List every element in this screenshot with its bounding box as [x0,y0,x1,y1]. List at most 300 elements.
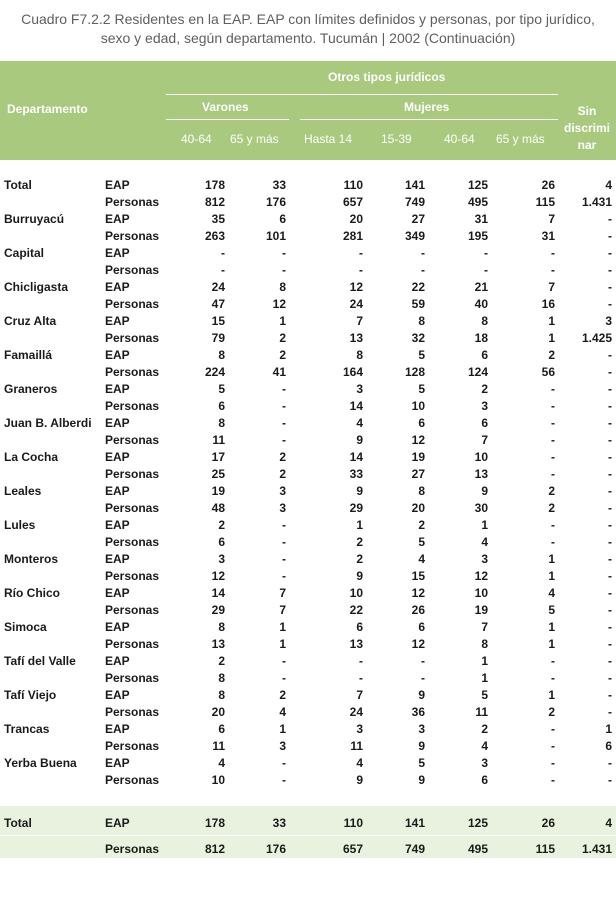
value-cell: - [221,263,225,277]
value-cell: 9 [356,773,363,787]
value-cell: 10 [211,773,225,787]
value-cell: - [551,518,555,532]
value-cell: 56 [541,365,555,379]
row-kind-eap: EAP [105,416,130,430]
value-cell: 12 [474,569,488,583]
value-cell: 6 [218,399,225,413]
row-kind-personas: Personas [105,365,160,379]
value-cell: 7 [481,620,488,634]
value-cell: 31 [541,229,555,243]
table-row [0,738,616,755]
value-cell: 1 [548,331,555,345]
value-cell: 15 [411,569,425,583]
row-kind-eap: EAP [105,586,130,600]
value-cell: - [282,382,286,396]
value-cell: - [359,246,363,260]
table-row [0,517,616,534]
title-line-2: sexo y edad, según departamento. Tucumán | 2002 (Continuación) [100,30,516,46]
value-cell: 115 [535,842,555,856]
value-cell: 13 [474,467,488,481]
value-cell: 20 [411,501,425,515]
value-cell: 1 [548,314,555,328]
value-cell: 24 [349,297,363,311]
row-kind-personas: Personas [105,535,160,549]
value-cell: - [282,671,286,685]
value-cell: - [282,263,286,277]
value-cell: - [551,416,555,430]
value-cell: 6 [418,620,425,634]
value-cell: - [551,535,555,549]
value-cell: 495 [467,842,488,856]
value-cell: - [608,620,612,634]
value-cell: 1.431 [581,842,612,856]
value-cell: 12 [211,569,225,583]
value-cell: 9 [356,433,363,447]
department-name: Cruz Alta [4,314,57,328]
row-kind-eap: EAP [105,620,130,634]
value-cell: 26 [541,816,555,830]
table-row [0,534,616,551]
value-cell: - [282,756,286,770]
col-header-varones-65: 65 y más [230,132,279,146]
value-cell: 2 [356,535,363,549]
row-kind-eap: EAP [105,212,130,226]
value-cell: 657 [342,195,363,209]
value-cell: 7 [279,586,286,600]
value-cell: - [608,484,612,498]
value-cell: - [359,263,363,277]
value-cell: 7 [356,314,363,328]
value-cell: 13 [211,637,225,651]
value-cell: - [282,654,286,668]
table-row [0,687,616,704]
value-cell: 21 [474,280,488,294]
value-cell: 4 [605,178,612,192]
value-cell: 4 [356,416,363,430]
value-cell: 1 [279,637,286,651]
value-cell: 8 [418,484,425,498]
value-cell: 4 [605,816,612,830]
title-line-1: Cuadro F7.2.2 Residentes en la EAP. EAP con límites definidos y personas, por tipo jurídico, [21,11,595,27]
table-row [0,330,616,347]
value-cell: 24 [211,280,225,294]
col-header-mujeres-hasta-14: Hasta 14 [304,132,353,146]
value-cell: 6 [218,535,225,549]
value-cell: 141 [404,816,425,830]
value-cell: 195 [467,229,488,243]
value-cell: 7 [279,603,286,617]
table-row [0,313,616,330]
value-cell: - [608,382,612,396]
value-cell: - [608,586,612,600]
value-cell: 12 [411,637,425,651]
table-row [0,398,616,415]
table-row [0,245,616,262]
value-cell: 115 [535,195,555,209]
table-row [0,585,616,602]
value-cell: - [359,654,363,668]
value-cell: 1 [279,314,286,328]
value-cell: - [484,246,488,260]
value-cell: 5 [218,382,225,396]
value-cell: - [608,756,612,770]
value-cell: 19 [411,450,425,464]
value-cell: 7 [481,433,488,447]
value-cell: 495 [467,195,488,209]
value-cell: - [551,382,555,396]
row-kind-eap: EAP [105,246,130,260]
table-row [0,815,616,832]
value-cell: - [282,773,286,787]
row-kind-personas: Personas [105,297,160,311]
row-kind-eap: EAP [105,816,130,830]
value-cell: 4 [218,756,225,770]
table-row [0,415,616,432]
row-kind-personas: Personas [105,229,160,243]
value-cell: - [359,671,363,685]
value-cell: 3 [605,314,612,328]
value-cell: 3 [481,756,488,770]
value-cell: 4 [481,739,488,753]
value-cell: - [221,246,225,260]
department-name: Leales [4,484,42,498]
value-cell: 2 [218,654,225,668]
value-cell: 3 [218,552,225,566]
value-cell: - [282,246,286,260]
value-cell: - [551,722,555,736]
value-cell: 29 [349,501,363,515]
value-cell: 2 [548,484,555,498]
table-row [0,755,616,772]
row-kind-personas: Personas [105,501,160,515]
value-cell: 2 [279,331,286,345]
row-kind-personas: Personas [105,705,160,719]
row-kind-personas: Personas [105,195,160,209]
value-cell: 4 [356,756,363,770]
value-cell: 178 [204,816,225,830]
value-cell: 30 [474,501,488,515]
value-cell: 812 [204,195,225,209]
value-cell: 10 [411,399,425,413]
col-header-mujeres-65: 65 y más [496,132,545,146]
value-cell: 31 [474,212,488,226]
value-cell: - [608,246,612,260]
value-cell: 749 [404,842,425,856]
row-kind-personas: Personas [105,263,160,277]
value-cell: 16 [541,297,555,311]
value-cell: 8 [279,280,286,294]
value-cell: 3 [418,722,425,736]
value-cell: 79 [211,331,225,345]
value-cell: 178 [204,178,225,192]
rule-mujeres [300,119,558,120]
value-cell: 11 [212,433,225,447]
value-cell: 8 [218,620,225,634]
value-cell: 2 [218,518,225,532]
table-row [0,449,616,466]
value-cell: - [421,246,425,260]
value-cell: 10 [474,586,488,600]
value-cell: 1 [548,688,555,702]
value-cell: 6 [218,722,225,736]
value-cell: 110 [343,178,363,192]
value-cell: 3 [481,552,488,566]
value-cell: 5 [418,348,425,362]
header-varones: Varones [202,100,249,114]
row-kind-eap: EAP [105,178,130,192]
row-kind-eap: EAP [105,382,130,396]
department-name: Trancas [4,722,50,736]
value-cell: 5 [548,603,555,617]
value-cell: 9 [418,739,425,753]
value-cell: 1 [279,620,286,634]
department-name: Monteros [4,552,58,566]
value-cell: 20 [211,705,225,719]
department-name: Río Chico [4,586,60,600]
value-cell: 4 [418,552,425,566]
value-cell: 35 [211,212,225,226]
row-kind-personas: Personas [105,399,160,413]
value-cell: - [608,705,612,719]
table-row [0,704,616,721]
value-cell: - [608,450,612,464]
value-cell: 8 [218,348,225,362]
value-cell: 6 [481,348,488,362]
department-name: La Cocha [4,450,59,464]
header-sin-discriminar-line-3: nar [577,138,597,152]
row-kind-personas: Personas [105,433,160,447]
value-cell: - [551,654,555,668]
value-cell: 1.425 [581,331,612,345]
value-cell: - [608,654,612,668]
row-kind-eap: EAP [105,756,130,770]
value-cell: - [282,416,286,430]
value-cell: 5 [418,535,425,549]
value-cell: 48 [211,501,225,515]
value-cell: - [421,654,425,668]
value-cell: - [608,365,612,379]
value-cell: 26 [541,178,555,192]
row-kind-personas: Personas [105,671,160,685]
department-name: Tafí del Valle [4,654,76,668]
value-cell: 10 [474,450,488,464]
value-cell: 14 [349,450,363,464]
table-row [0,211,616,228]
value-cell: - [551,671,555,685]
value-cell: 1.431 [581,195,612,209]
department-name: Burruyacú [4,212,65,226]
table-row [0,432,616,449]
value-cell: 4 [481,535,488,549]
value-cell: 2 [279,467,286,481]
value-cell: 128 [404,365,425,379]
row-kind-personas: Personas [105,569,160,583]
value-cell: 5 [418,756,425,770]
value-cell: 3 [279,484,286,498]
department-name: Capital [4,246,45,260]
value-cell: 59 [411,297,425,311]
value-cell: 29 [211,603,225,617]
row-kind-eap: EAP [105,314,130,328]
value-cell: 20 [349,212,363,226]
table-row [0,772,616,789]
value-cell: 6 [481,773,488,787]
table-row [0,262,616,279]
value-cell: 164 [342,365,363,379]
table-row [0,177,616,194]
value-cell: 32 [411,331,425,345]
table-row [0,551,616,568]
value-cell: 141 [404,178,425,192]
value-cell: - [551,246,555,260]
value-cell: 14 [211,586,225,600]
value-cell: 3 [279,501,286,515]
value-cell: 2 [548,705,555,719]
department-name: Famaillá [4,348,53,362]
col-header-varones-40-64: 40-64 [181,132,212,146]
row-kind-personas: Personas [105,467,160,481]
value-cell: 14 [349,399,363,413]
value-cell: - [421,671,425,685]
value-cell: 110 [343,816,363,830]
value-cell: 4 [548,586,555,600]
value-cell: - [608,467,612,481]
table-row [0,568,616,585]
table-row [0,194,616,211]
value-cell: - [551,467,555,481]
department-name: Chicligasta [4,280,69,294]
value-cell: - [608,535,612,549]
value-cell: - [282,399,286,413]
table-row [0,653,616,670]
value-cell: 125 [467,178,488,192]
value-cell: 124 [467,365,488,379]
value-cell: - [608,773,612,787]
value-cell: 13 [349,637,363,651]
value-cell: 2 [279,450,286,464]
value-cell: 22 [411,280,425,294]
table-row [0,483,616,500]
value-cell: - [608,263,612,277]
value-cell: 1 [548,637,555,651]
table-row [0,619,616,636]
value-cell: - [608,416,612,430]
table-row [0,721,616,738]
value-cell: 7 [356,688,363,702]
value-cell: - [551,756,555,770]
row-kind-personas: Personas [105,603,160,617]
rule-otros-tipos [166,94,558,95]
value-cell: - [608,569,612,583]
value-cell: 36 [411,705,425,719]
value-cell: 6 [279,212,286,226]
table-header [0,61,616,160]
value-cell: - [551,263,555,277]
department-name: Yerba Buena [4,756,77,770]
header-sin-discriminar [561,103,613,154]
value-cell: - [551,433,555,447]
value-cell: 18 [474,331,488,345]
value-cell: 27 [411,212,425,226]
department-name: Juan B. Alberdi [4,416,92,430]
col-header-mujeres-15-39: 15-39 [381,132,412,146]
header-sin-discriminar-line-1: Sin [577,104,597,118]
row-kind-eap: EAP [105,722,130,736]
value-cell: 1 [356,518,363,532]
value-cell: 9 [418,688,425,702]
row-kind-personas: Personas [105,842,160,856]
value-cell: 22 [349,603,363,617]
value-cell: 3 [279,739,286,753]
value-cell: 19 [211,484,225,498]
value-cell: 8 [356,348,363,362]
table-row [0,296,616,313]
value-cell: 33 [349,467,363,481]
value-cell: 12 [411,433,425,447]
header-mujeres: Mujeres [404,100,450,114]
value-cell: - [608,280,612,294]
department-name: Tafí Viejo [4,688,57,702]
value-cell: - [282,433,286,447]
value-cell: 7 [548,280,555,294]
value-cell: 2 [279,348,286,362]
row-kind-eap: EAP [105,654,130,668]
value-cell: - [421,263,425,277]
value-cell: 101 [265,229,286,243]
value-cell: - [608,637,612,651]
value-cell: 1 [548,569,555,583]
header-sin-discriminar-line-2: discrimi [563,121,611,135]
value-cell: 812 [204,842,225,856]
value-cell: 4 [279,705,286,719]
value-cell: 17 [211,450,225,464]
value-cell: - [608,518,612,532]
value-cell: - [608,297,612,311]
row-kind-eap: EAP [105,348,130,362]
value-cell: 11 [475,705,488,719]
value-cell: 24 [349,705,363,719]
value-cell: - [608,399,612,413]
value-cell: - [608,433,612,447]
table-row [0,670,616,687]
col-header-mujeres-40-64: 40-64 [444,132,475,146]
value-cell: 25 [211,467,225,481]
value-cell: 10 [349,586,363,600]
value-cell: - [608,552,612,566]
value-cell: 12 [272,297,286,311]
value-cell: 6 [481,416,488,430]
value-cell: 176 [265,195,286,209]
table-row [0,279,616,296]
value-cell: 6 [605,739,612,753]
value-cell: - [551,399,555,413]
table-row [0,381,616,398]
value-cell: 6 [356,620,363,634]
row-kind-eap: EAP [105,688,130,702]
value-cell: 1 [605,722,612,736]
value-cell: 6 [418,416,425,430]
row-kind-eap: EAP [105,450,130,464]
row-kind-eap: EAP [105,484,130,498]
value-cell: 26 [411,603,425,617]
value-cell: 125 [467,816,488,830]
value-cell: 281 [342,229,363,243]
department-name: Total [4,178,32,192]
value-cell: - [484,263,488,277]
value-cell: - [608,603,612,617]
value-cell: 9 [356,484,363,498]
value-cell: - [551,739,555,753]
